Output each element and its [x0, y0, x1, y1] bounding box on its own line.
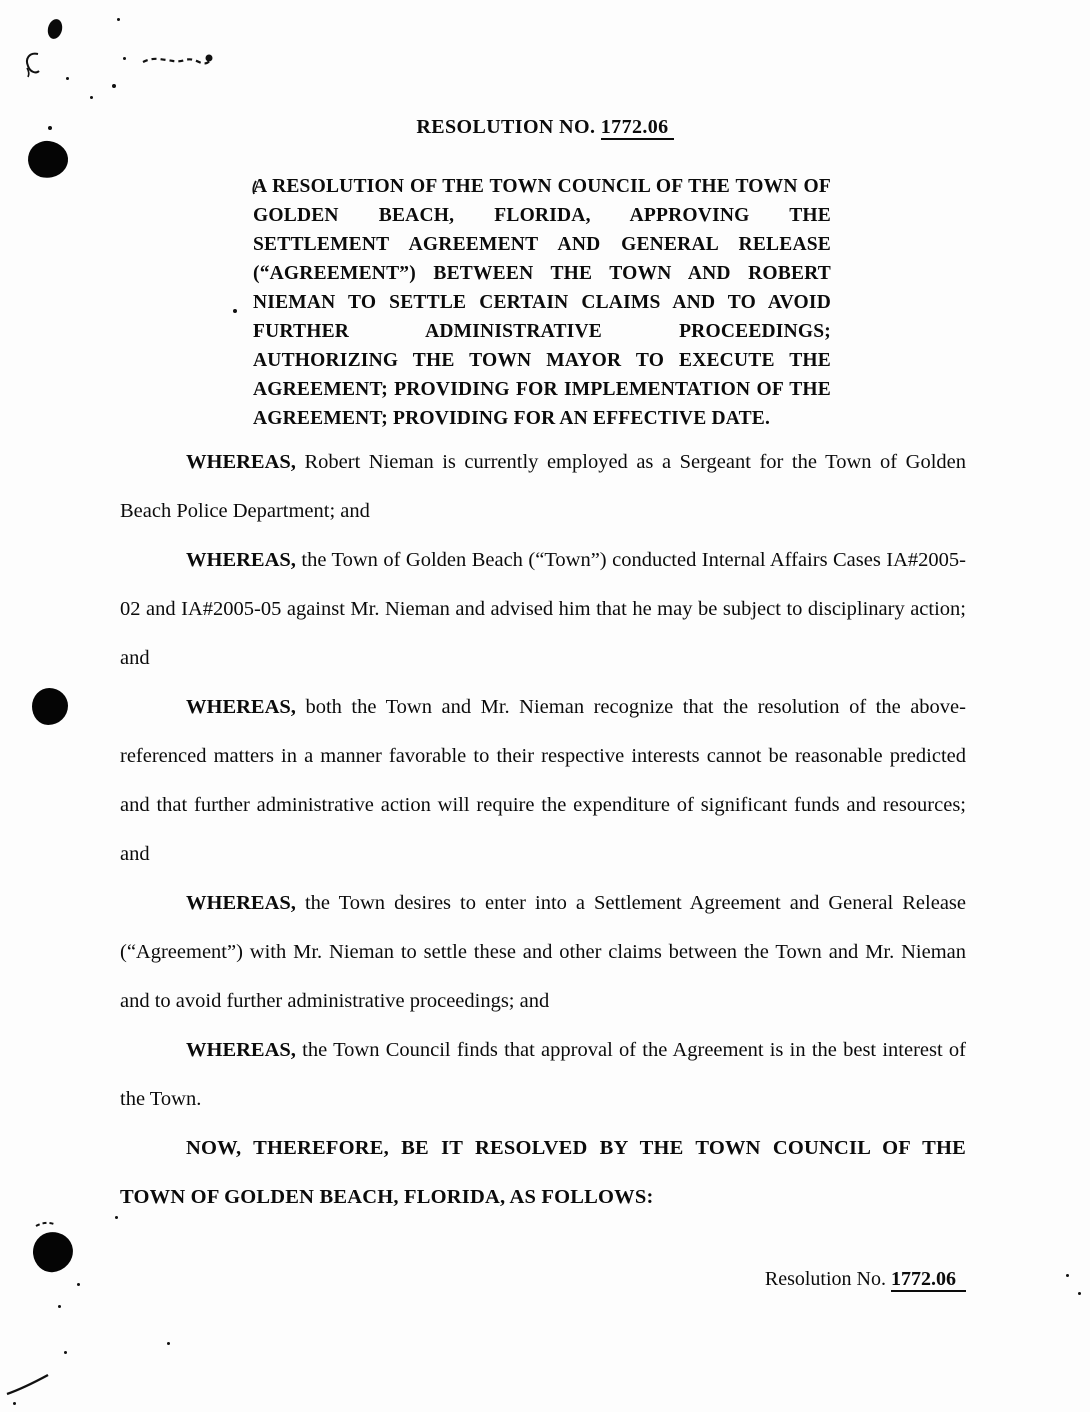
ink-speck: [90, 96, 93, 99]
whereas-text: the Town Council finds that approval of the Agreement is in the best interest of the Town.: [120, 1039, 966, 1110]
ink-speck: [115, 1216, 118, 1219]
whereas-paragraph: [120, 1026, 966, 1124]
title-resolution-number: 1772.06: [601, 116, 674, 140]
whereas-paragraph: [120, 683, 966, 879]
resolved-lead: NOW, THEREFORE, BE IT RESOLVED BY THE TOWN COUNCIL OF THE TOWN OF GOLDEN BEACH, FLORIDA, AS FOLLOWS:: [120, 1137, 966, 1208]
whereas-text: the Town desires to enter into a Settlement Agreement and General Release (“Agreement”) with Mr. Nieman to settle these and other claims between the Town and Mr. Nieman and to avoid further administrative proceedings; and: [120, 892, 966, 1012]
ink-speck: [123, 57, 126, 60]
whereas-lead: WHEREAS,: [186, 1039, 296, 1061]
footer-label: Resolution No.: [764, 1268, 891, 1290]
whereas-text: Robert Nieman is currently employed as a Sergeant for the Town of Golden Beach Police Department; and: [120, 451, 966, 522]
ink-speck: [1078, 1292, 1081, 1295]
ink-speck: [117, 18, 120, 21]
ink-speck: [58, 1305, 61, 1308]
whereas-paragraph: [120, 536, 966, 683]
ink-speck: [233, 309, 237, 313]
resolved-clause: [120, 1124, 966, 1222]
ink-speck: [1066, 1274, 1069, 1277]
ink-speck: [167, 1342, 170, 1345]
footer-resolution-reference: [0, 1268, 966, 1291]
hole-punch-dot: [32, 688, 68, 725]
title-prefix: RESOLUTION NO.: [416, 116, 601, 138]
whereas-lead: WHEREAS,: [186, 892, 296, 914]
whereas-text: both the Town and Mr. Nieman recognize that the resolution of the above-referenced matters in a manner favorable to their respective interests cannot be reasonable predicted and that further administrative action will require the expenditure of significant funds and resources; and: [120, 696, 966, 865]
whereas-lead: WHEREAS,: [186, 549, 296, 571]
ink-speck: [13, 1402, 16, 1405]
whereas-paragraph: [120, 879, 966, 1026]
ink-speck: [66, 77, 69, 80]
ink-speck: [64, 1351, 67, 1354]
whereas-lead: WHEREAS,: [186, 451, 296, 473]
resolution-heading: A RESOLUTION OF THE TOWN COUNCIL OF THE TOWN OF GOLDEN BEACH, FLORIDA, APPROVING THE SETTLEMENT AGREEMENT AND GENERAL RELEASE (“AGREEMENT”) BETWEEN THE TOWN AND ROBERT NIEMAN TO SETTLE CERTAIN CLAIMS AND TO AVOID FURTHER ADMINISTRATIVE PROCEEDINGS; AUTHORIZING THE TOWN MAYOR TO EXECUTE THE AGREEMENT; PROVIDING FOR IMPLEMENTATION OF THE AGREEMENT; PROVIDING FOR AN EFFECTIVE DATE.: [253, 176, 831, 429]
whereas-paragraph: [120, 438, 966, 536]
hole-punch-dot: [26, 138, 71, 180]
resolution-body: [120, 438, 966, 1222]
document-title: [0, 116, 1090, 139]
whereas-lead: WHEREAS,: [186, 696, 296, 718]
whereas-text: the Town of Golden Beach (“Town”) conducted Internal Affairs Cases IA#2005-02 and IA#2005-05 against Mr. Nieman and advised him that he may be subject to disciplinary action; and: [120, 549, 966, 669]
footer-resolution-number: 1772.06: [891, 1268, 966, 1292]
ink-speck: [112, 84, 116, 88]
